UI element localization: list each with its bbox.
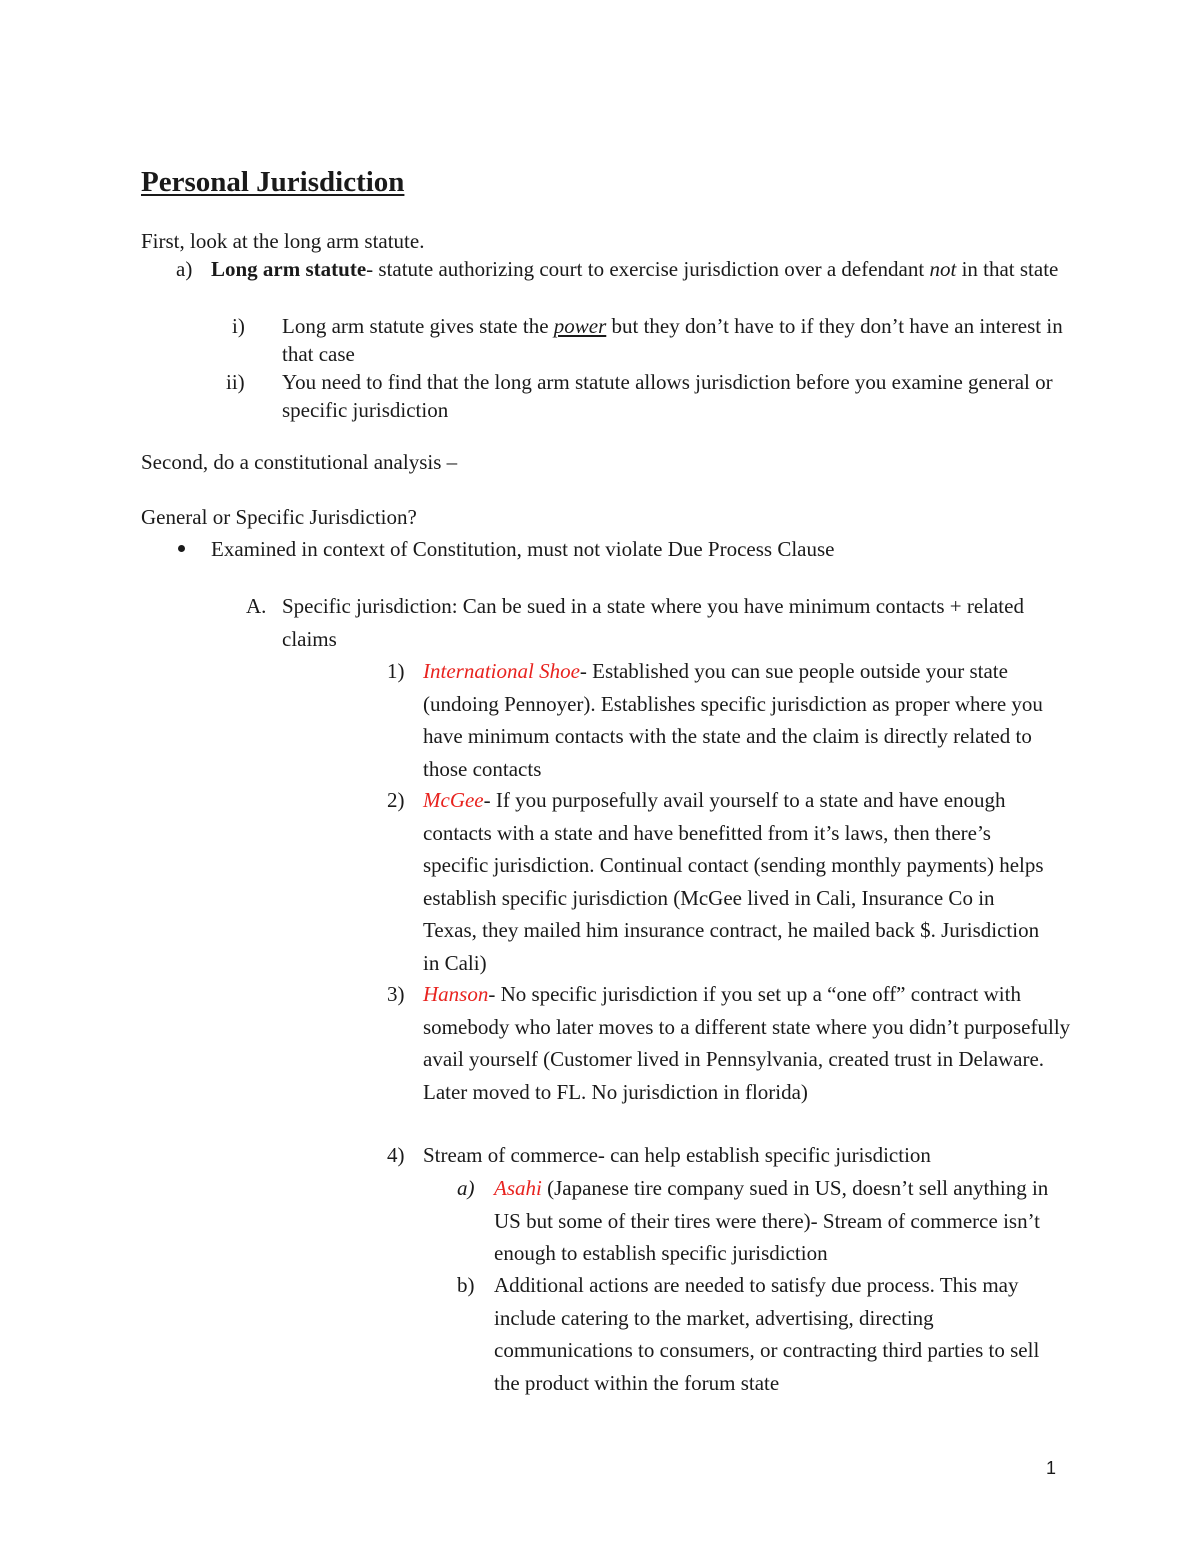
sub-i-text bbox=[282, 312, 1072, 368]
stream-a-description: (Japanese tire company sued in US, doesn’t sell anything in US but some of their tires were there)- Stream of commerce isn’t enough to establish specific jurisdiction bbox=[494, 1176, 1049, 1265]
case-name-hanson: Hanson bbox=[423, 982, 489, 1006]
item-a-definition bbox=[211, 255, 1071, 283]
sub-i-text-start: Long arm statute gives state the bbox=[282, 314, 554, 338]
case-1-marker: 1) bbox=[387, 659, 405, 683]
item-a-text-end: in that state bbox=[956, 257, 1059, 281]
stream-a-text bbox=[494, 1172, 1059, 1270]
case-3-text bbox=[423, 978, 1073, 1108]
case-3-description: - No specific jurisdiction if you set up a “one off” contract with somebody who later moves to a different state where you didn’t purposefully avail yourself (Customer lived in Pennsylvania, created trust in Delaware. Later moved to FL. No jurisdiction in florida) bbox=[423, 982, 1071, 1104]
bullet-icon bbox=[178, 545, 185, 552]
case-1-text bbox=[423, 655, 1063, 785]
section-a-marker: A. bbox=[246, 594, 267, 618]
case-name-asahi: Asahi bbox=[494, 1176, 542, 1200]
case-3-marker: 3) bbox=[387, 982, 405, 1006]
section-a-text: Specific jurisdiction: Can be sued in a state where you have minimum contacts + related claims bbox=[282, 594, 1024, 651]
long-arm-term: Long arm statute bbox=[211, 257, 367, 281]
item-a-text: - statute authorizing court to exercise jurisdiction over a defendant bbox=[366, 257, 930, 281]
stream-b-marker: b) bbox=[457, 1273, 475, 1297]
stream-a-marker: a) bbox=[457, 1176, 475, 1200]
sub-i-text-end: but they don’t have to if they don’t have an interest in that case bbox=[282, 314, 1063, 366]
sub-ii-marker: ii) bbox=[226, 370, 245, 394]
page-title: Personal Jurisdiction bbox=[141, 166, 405, 198]
item-a-marker: a) bbox=[176, 257, 193, 281]
case-name-mcgee: McGee bbox=[423, 788, 484, 812]
case-1-description: - Established you can sue people outside your state (undoing Pennoyer). Establishes specific jurisdiction as proper where you have minimum contacts with the state and the claim is directly related to those contacts bbox=[423, 659, 1043, 781]
sub-ii-text: You need to find that the long arm statute allows jurisdiction before you examine general or specific jurisdiction bbox=[282, 370, 1053, 422]
second-step-text: Second, do a constitutional analysis – bbox=[141, 450, 458, 474]
not-emphasis: not bbox=[929, 257, 957, 281]
jurisdiction-question: General or Specific Jurisdiction? bbox=[141, 505, 417, 529]
stream-b-text: Additional actions are needed to satisfy due process. This may include catering to the market, advertising, directing communications to consumers, or contracting third parties to sell the product within the forum state bbox=[494, 1273, 1040, 1395]
case-2-text bbox=[423, 784, 1048, 979]
power-emphasis: power bbox=[553, 314, 607, 338]
case-name-international-shoe: International Shoe bbox=[423, 659, 580, 683]
page-number: 1 bbox=[1046, 1458, 1057, 1478]
case-2-marker: 2) bbox=[387, 788, 405, 812]
case-4-text: Stream of commerce- can help establish specific jurisdiction bbox=[423, 1143, 931, 1167]
sub-i-marker: i) bbox=[232, 314, 245, 338]
case-4-marker: 4) bbox=[387, 1143, 405, 1167]
case-2-description: - If you purposefully avail yourself to a state and have enough contacts with a state and have benefitted from it’s laws, then there’s specific jurisdiction. Continual contact (sending monthly payments) helps establish specific jurisdiction (McGee lived in Cali, Insurance Co in Texas, they mailed him insurance contract, he mailed back $. Jurisdiction in Cali) bbox=[423, 788, 1044, 975]
bullet-text: Examined in context of Constitution, must not violate Due Process Clause bbox=[211, 537, 835, 561]
first-step-text: First, look at the long arm statute. bbox=[141, 229, 425, 253]
